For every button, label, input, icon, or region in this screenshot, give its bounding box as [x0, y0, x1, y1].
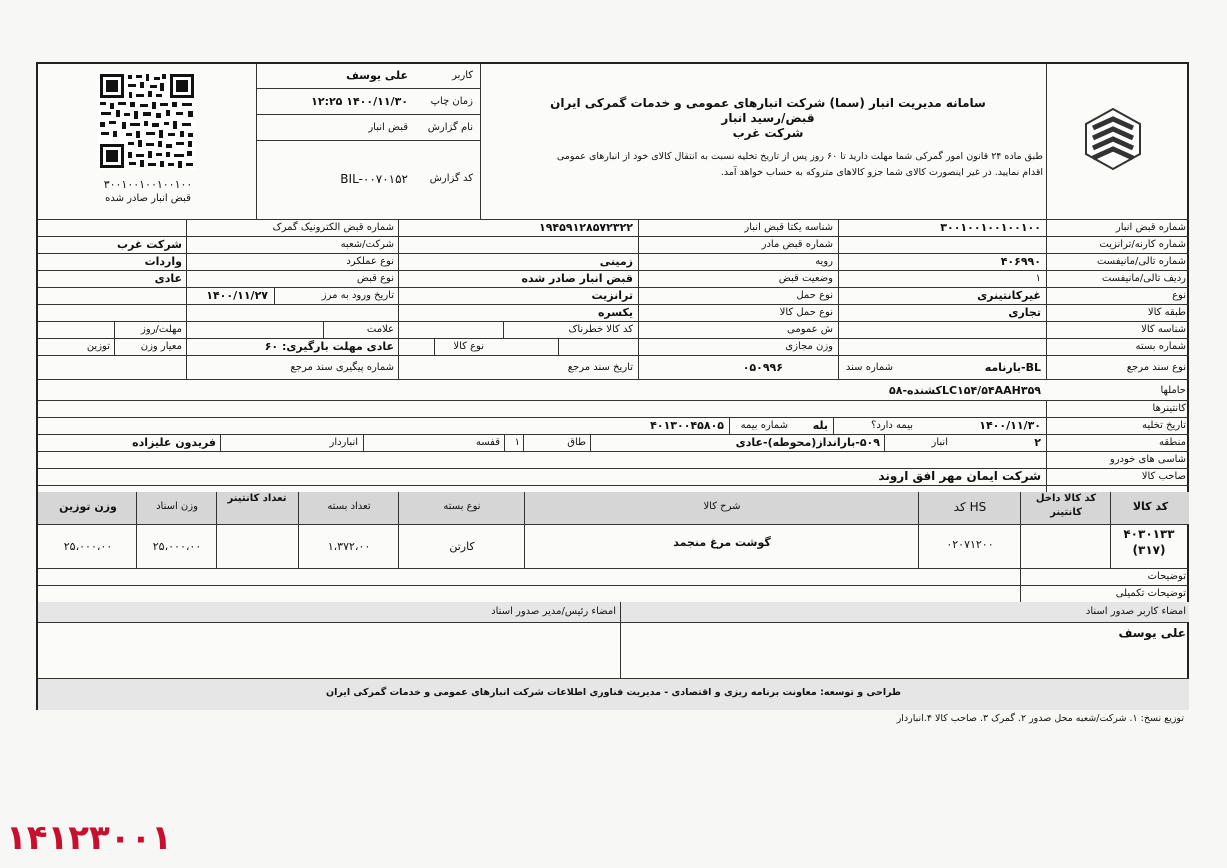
insurance-no-label: شماره بیمه	[740, 420, 788, 431]
warehouse-value: ۵۰۹-بارانداز(محوطه)-عادی	[735, 436, 880, 449]
goods-code-value: ۴۰۳۰۱۳۳ (۳۱۷)	[1123, 527, 1175, 557]
stamp-number: ۱۴۱۲۳۰۰۱	[6, 818, 173, 858]
report-code-label: کد گزارش	[429, 173, 473, 184]
unique-id-value: ۱۹۴۵۹۱۲۸۵۷۲۳۲۲	[539, 221, 633, 234]
system-title: سامانه مدیریت انبار (سما) شرکت انبارهای عمومی و خدمات گمرکی ایران	[550, 96, 986, 110]
desc-label: توضیحات	[1147, 571, 1186, 582]
manager-sign-label: امضاء رئیس/مدیر صدور اسناد	[491, 606, 616, 617]
doc-no-label: شماره سند	[845, 362, 893, 373]
transport-label: نوع حمل	[796, 290, 833, 301]
receipt-no-value: ۳۰۰۱۰۰۱۰۰۱۰۰۱۰۰	[940, 221, 1041, 234]
entry-date-value: ۱۴۰۰/۱۱/۲۷	[206, 289, 268, 302]
parent-receipt-label: شماره قبض مادر	[761, 239, 833, 250]
goods-class-value: تجاری	[1008, 306, 1041, 319]
doc-weight-value: ۲۵،۰۰۰،۰۰	[152, 540, 202, 553]
goods-transport-value: یکسره	[597, 306, 633, 319]
col-container-code: کد کالا داخل کانتینر	[1035, 493, 1097, 518]
transport-value: ترانزیت	[591, 289, 633, 302]
insured-value: بله	[812, 419, 828, 432]
ref-doc-date-label: تاریخ سند مرجع	[567, 362, 633, 373]
owner-label: صاحب کالا	[1141, 471, 1186, 482]
receipt-no-label: شماره قبض انبار	[1115, 222, 1186, 233]
mark-label: علامت	[366, 324, 394, 335]
extra-desc-label: توضیحات تکمیلی	[1115, 588, 1186, 599]
goods-class-label: طبقه کالا	[1147, 307, 1186, 318]
hs-code-value: ۰۲۰۷۱۲۰۰	[946, 538, 994, 551]
card-no-label: شماره کارنه/ترانزیت	[1099, 239, 1186, 250]
ref-doc-type-label: نوع سند مرجع	[1126, 362, 1186, 373]
entry-date-label: تاریخ ورود به مرز	[321, 290, 394, 301]
carriers-label: حاملها	[1160, 385, 1186, 396]
user-label: کاربر	[452, 70, 473, 81]
tally-no-label: شماره تالی/مانیفست	[1096, 256, 1186, 267]
company-value: شرکت غرب	[117, 238, 182, 251]
footer-credit: طراحی و توسعه: معاونت برنامه ریزی و اقتصادی - مدیریت فناوری اطلاعات شرکت انبارهای عمومی و خدمات گمرکی ایران	[325, 687, 901, 698]
package-count-value: ۱،۳۷۲،۰۰	[327, 540, 371, 553]
col-scale-weight: وزن توزین	[59, 500, 117, 513]
virtual-weight-label: وزن مجازی	[785, 341, 833, 352]
scale-weight-value: ۲۵،۰۰۰،۰۰	[63, 540, 113, 553]
operation-label: نوع عملکرد	[346, 256, 394, 267]
issuer-sign-value: علی یوسف	[1118, 626, 1186, 640]
deadline-label: مهلت/روز	[141, 324, 182, 335]
insured-label: بیمه دارد؟	[871, 420, 913, 431]
warehouse-receipt-form	[36, 62, 1189, 710]
route-label: رویه	[815, 256, 833, 267]
floor-label: طاق	[567, 437, 586, 448]
floor-value: ۱	[514, 437, 520, 448]
col-container-count: تعداد کانتینر	[227, 493, 287, 504]
hazard-label: کد کالا خطرناک	[568, 324, 633, 335]
company-label: شرکت/شعبه	[340, 239, 394, 250]
containers-label: کانتینرها	[1152, 403, 1186, 414]
unique-id-label: شناسه یکتا قبض انبار	[744, 222, 833, 233]
owner-value: شرکت ایمان مهر افق اروند	[878, 469, 1041, 483]
goods-transport-label: نوع حمل کالا	[779, 307, 833, 318]
ref-doc-type-value: BL-بارنامه	[984, 361, 1041, 374]
doc-no-value: ۰۵۰۹۹۶	[742, 361, 783, 374]
weight-std-label: معیار وزن	[140, 341, 182, 352]
receipt-status-label: وضعیت قبض	[778, 273, 833, 284]
weight-std-value: توزین	[86, 341, 110, 352]
report-name-value: قبض انبار	[368, 122, 408, 133]
report-code-value: BIL-۰۰۷۰۱۵۲	[340, 172, 408, 186]
carriers-value: LC۱۵۴/۵۴AAH۳۵۹کشنده-۵۸	[889, 384, 1041, 397]
user-value: علی یوسف	[346, 69, 408, 82]
chassis-label: شاسی های خودرو	[1109, 454, 1186, 465]
distribution-note: توزیع نسخ: ۱. شرکت/شعبه محل صدور ۲. گمرک ۳. صاحب کالا ۴.انباردار	[896, 713, 1184, 724]
shelf-label: قفسه	[475, 437, 500, 448]
issuer-sign-label: امضاء کاربر صدور اسناد	[1085, 606, 1186, 617]
warehouse-label: انبار	[931, 437, 948, 448]
keeper-value: فریدون علیزاده	[132, 436, 216, 449]
tally-no-value: ۴۰۶۹۹۰	[1000, 255, 1041, 268]
goods-id-label: شناسه کالا	[1141, 324, 1186, 335]
description-value: گوشت مرغ منجمد	[673, 536, 771, 549]
zone-label: منطقه	[1159, 437, 1186, 448]
print-time-label: زمان چاپ	[430, 96, 473, 107]
col-doc-weight: وزن اسناد	[156, 501, 198, 512]
col-hs-code: کد HS	[953, 500, 987, 514]
qr-number: ۳۰۰۱۰۰۱۰۰۱۰۰۱۰۰	[103, 178, 193, 191]
package-type-value: کارتن	[449, 540, 475, 553]
receipt-status-value: قبض انبار صادر شده	[521, 272, 633, 285]
keeper-label: انباردار	[329, 437, 358, 448]
branch-title: شرکت غرب	[732, 126, 804, 140]
notice-line-2: اقدام نمایید. در غیر اینصورت کالای شما جزو کالاهای متروکه به حساب خواهد آمد.	[720, 167, 1043, 178]
print-time-value: ۱۴۰۰/۱۱/۳۰ ۱۲:۲۵	[311, 95, 408, 108]
unload-date-value: ۱۴۰۰/۱۱/۳۰	[979, 419, 1041, 432]
goods-kind-label: نوع کالا	[453, 341, 484, 352]
package-no-label: شماره بسته	[1135, 341, 1186, 352]
qr-caption: قبض انبار صادر شده	[105, 193, 191, 204]
type-label: نوع	[1172, 290, 1186, 301]
col-goods-code: کد کالا	[1132, 500, 1169, 513]
company-logo-icon	[1085, 108, 1141, 170]
goods-kind-value: عادی مهلت بارگیری: ۶۰	[264, 340, 394, 353]
type-value: غیرکانتینری	[977, 289, 1041, 302]
tally-row-label: ردیف تالی/مانیفست	[1101, 273, 1186, 284]
tally-row-value: ۱	[1035, 273, 1041, 284]
notice-line-1: طبق ماده ۲۴ قانون امور گمرکی شما مهلت دارید تا ۶۰ روز پس از تاریخ تخلیه نسبت به انتقال کالای خود از انبارهای عمومی	[556, 151, 1043, 162]
receipt-title: قبض/رسید انبار	[721, 111, 815, 125]
tracking-no-label: شماره پیگیری سند مرجع	[290, 362, 394, 373]
operation-value: واردات	[144, 255, 182, 268]
receipt-type-label: نوع قبض	[356, 273, 394, 284]
qr-code-icon	[98, 72, 196, 170]
receipt-type-value: عادی	[154, 272, 182, 285]
col-description: شرح کالا	[703, 501, 741, 512]
route-value: زمینی	[599, 255, 633, 268]
e-receipt-label: شماره قبض الکترونیک گمرک	[272, 222, 394, 233]
col-package-count: تعداد بسته	[327, 501, 371, 512]
zone-value: ۲	[1034, 436, 1041, 449]
insurance-no-value: ۴۰۱۳۰۰۴۵۸۰۵	[650, 419, 724, 432]
unload-date-label: تاریخ تخلیه	[1141, 420, 1186, 431]
general-label: ش عمومی	[787, 324, 833, 335]
col-package-type: نوع بسته	[443, 501, 481, 512]
report-name-label: نام گزارش	[427, 122, 473, 133]
